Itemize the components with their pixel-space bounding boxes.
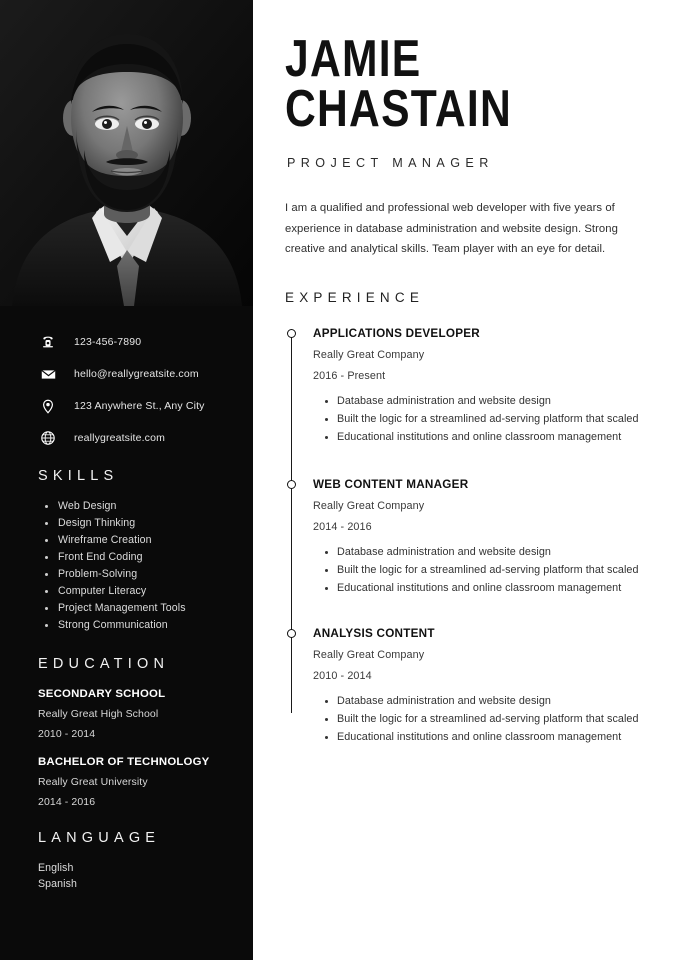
list-item: English: [38, 862, 74, 874]
experience-timeline: [253, 327, 679, 746]
list-item: Project Management Tools: [58, 600, 253, 617]
list-item: Web Design: [58, 498, 253, 515]
experience-years: 2014 - 2016: [313, 520, 372, 533]
contact-email-text: hello@reallygreatsite.com: [74, 367, 199, 380]
contact-item-email[interactable]: [0, 364, 253, 384]
contact-phone-text: 123-456-7890: [74, 335, 142, 348]
experience-company: Really Great Company: [313, 348, 425, 361]
list-item: Database administration and website design: [337, 544, 661, 561]
list-item: Spanish: [38, 878, 77, 890]
experience-years: 2010 - 2014: [313, 669, 372, 682]
timeline-dot-icon: [287, 480, 296, 489]
list-item: Front End Coding: [58, 549, 253, 566]
timeline-dot-icon: [287, 329, 296, 338]
list-item: Educational institutions and online classroom management: [337, 580, 661, 597]
list-item: Strong Communication: [58, 617, 253, 634]
list-item: Wireframe Creation: [58, 532, 253, 549]
globe-icon: [38, 428, 58, 448]
list-item: Built the logic for a streamlined ad-serving platform that scaled: [337, 562, 661, 579]
education-heading: EDUCATION: [38, 656, 170, 672]
list-item: Educational institutions and online classroom management: [337, 429, 661, 446]
education-list: [0, 688, 253, 808]
location-pin-icon: [38, 396, 58, 416]
language-heading: LANGUAGE: [38, 830, 161, 846]
contact-address-text: 123 Anywhere St., Any City: [74, 399, 205, 412]
education-years: 2010 - 2014: [38, 728, 96, 740]
skills-heading: SKILLS: [38, 468, 119, 484]
education-years: 2014 - 2016: [38, 796, 96, 808]
sidebar-content: [0, 306, 253, 892]
experience-points: [313, 693, 661, 746]
experience-title: WEB CONTENT MANAGER: [313, 477, 469, 491]
skills-list: [0, 498, 253, 634]
envelope-icon: [38, 364, 58, 384]
list-item: Built the logic for a streamlined ad-serving platform that scaled: [337, 411, 661, 428]
experience-title: APPLICATIONS DEVELOPER: [313, 326, 480, 340]
job-role: PROJECT MANAGER: [287, 156, 494, 170]
experience-company: Really Great Company: [313, 648, 425, 661]
list-item: Built the logic for a streamlined ad-serving platform that scaled: [337, 711, 661, 728]
experience-title: ANALYSIS CONTENT: [313, 626, 435, 640]
list-item: Educational institutions and online classroom management: [337, 729, 661, 746]
spacer: [313, 447, 661, 478]
education-degree: SECONDARY SCHOOL: [38, 688, 166, 700]
timeline-rail: [291, 335, 292, 713]
timeline-dot-icon: [287, 629, 296, 638]
education-entry: [38, 688, 253, 740]
experience-entry: [313, 627, 661, 746]
spacer: [313, 598, 661, 627]
experience-entry: [313, 478, 661, 597]
experience-entry: [313, 327, 661, 446]
education-degree: BACHELOR OF TECHNOLOGY: [38, 756, 210, 768]
contact-website-text: reallygreatsite.com: [74, 431, 165, 444]
first-name: JAMIE: [285, 30, 422, 88]
education-school: Really Great High School: [38, 708, 159, 720]
experience-points: [313, 393, 661, 446]
list-item: Computer Literacy: [58, 583, 253, 600]
list-item: Database administration and website design: [337, 393, 661, 410]
experience-company: Really Great Company: [313, 499, 425, 512]
contact-item-address[interactable]: [0, 396, 253, 416]
list-item: Design Thinking: [58, 515, 253, 532]
page-title: [253, 0, 679, 138]
contact-list: [0, 332, 253, 448]
main-column: [253, 0, 679, 960]
profile-summary: I am a qualified and professional web developer with five years of experience in database administration and website design. Strong creative and analytical skills. Team player with an eye for detail.: [285, 202, 618, 255]
profile-photo: [0, 0, 253, 306]
list-item: Problem-Solving: [58, 566, 253, 583]
contact-item-website[interactable]: [0, 428, 253, 448]
contact-item-phone[interactable]: [0, 332, 253, 352]
language-list: [0, 860, 253, 892]
education-entry: [38, 756, 253, 808]
experience-points: [313, 544, 661, 597]
experience-years: 2016 - Present: [313, 369, 386, 382]
last-name: CHASTAIN: [285, 80, 512, 138]
list-item: Database administration and website design: [337, 693, 661, 710]
education-school: Really Great University: [38, 776, 148, 788]
sidebar: [0, 0, 253, 960]
phone-icon: [38, 332, 58, 352]
experience-heading: EXPERIENCE: [285, 289, 425, 305]
